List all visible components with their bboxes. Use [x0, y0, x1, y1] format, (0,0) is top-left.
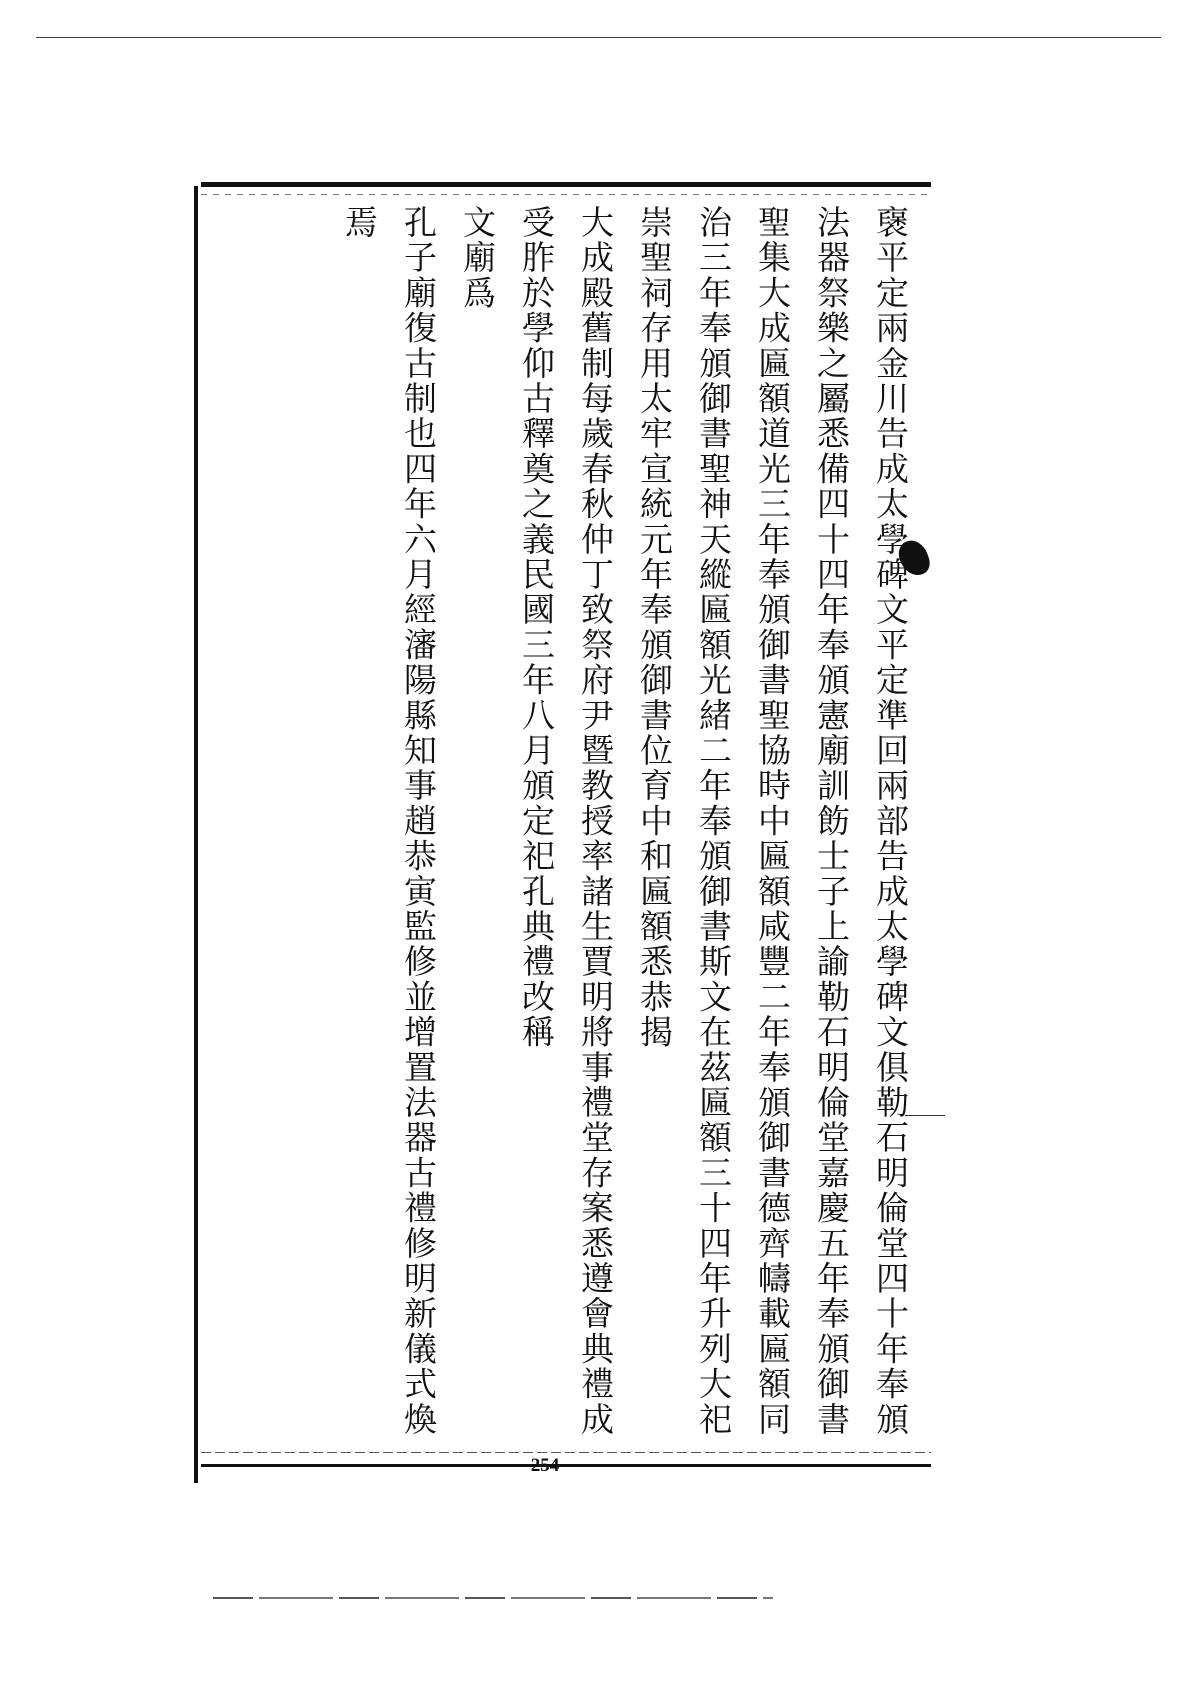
text-column: 焉: [340, 205, 379, 241]
text-column: 襃平定兩金川告成太學碑文平定準回兩部告成太學碑文俱勒石明倫堂四十年奉頒: [871, 205, 910, 1437]
text-column: 文廟爲: [458, 205, 497, 311]
vertical-text-block: [220, 205, 920, 1450]
text-column: 孔子廟復古制也四年六月經瀋陽縣知事趙恭寅監修並增置法器古禮修明新儀式煥: [399, 205, 438, 1437]
text-column: 受胙於學仰古釋奠之義民國三年八月頒定祀孔典禮改稱: [517, 205, 556, 1050]
text-column: 聖集大成匾額道光三年奉頒御書聖協時中匾額咸豐二年奉頒御書德齊幬載匾額同: [753, 205, 792, 1437]
frame-left-border: [194, 186, 198, 1483]
frame-top-border: [201, 182, 931, 187]
text-column: 法器祭樂之屬悉備四十四年奉頒憲廟訓飭士子上諭勒石明倫堂嘉慶五年奉頒御書: [812, 205, 851, 1437]
bottom-rule: [213, 1597, 773, 1599]
text-column: 治三年奉頒御書聖神天縱匾額光緒二年奉頒御書斯文在茲匾額三十四年升列大祀: [694, 205, 733, 1437]
text-column: 大成殿舊制每歲春秋仲丁致祭府尹暨教授率諸生賈明將事禮堂存案悉遵會典禮成: [576, 205, 615, 1437]
frame-top-dotted-border: [201, 194, 931, 195]
page-number: 254: [530, 1455, 560, 1476]
frame-bottom-dotted-border: [201, 1452, 931, 1453]
text-column: 崇聖祠存用太牢宣統元年奉頒御書位育中和匾額悉恭揭: [635, 205, 674, 1050]
top-rule: [36, 37, 1161, 38]
